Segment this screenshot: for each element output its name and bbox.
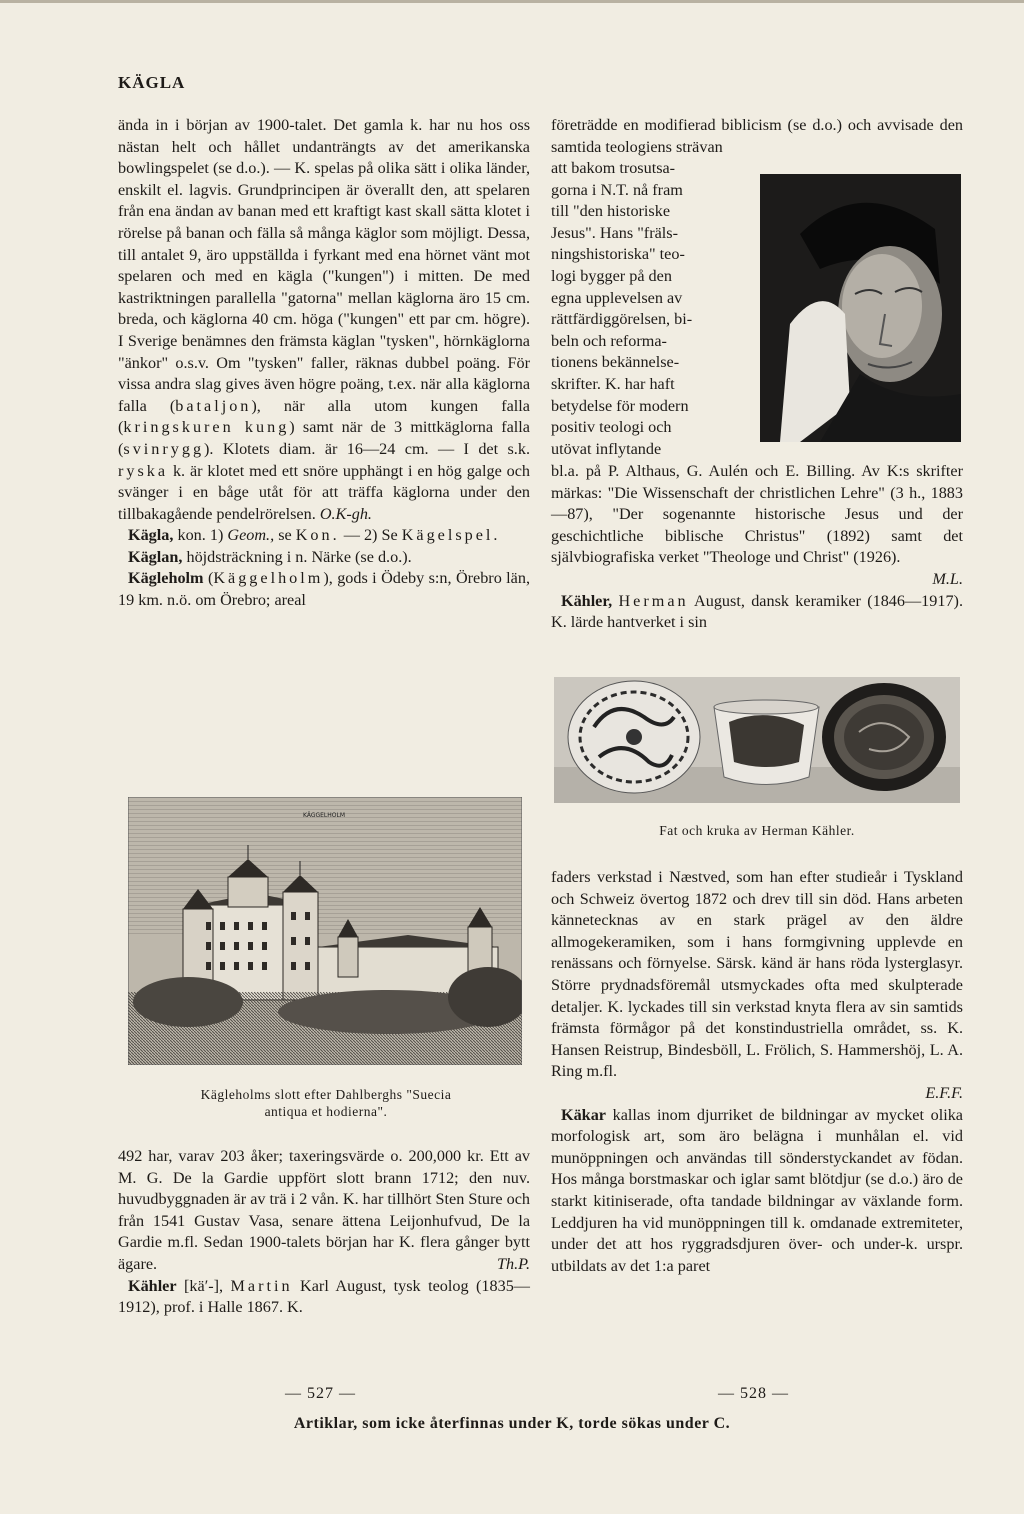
ceramics-photo — [554, 677, 960, 803]
entry-kagleholm: Kägleholm (Käggelholm), gods i Ödeby s:n, Örebro län, 19 km. n.ö. om Örebro; areal — [118, 569, 531, 610]
narrow-line: egna upplevelsen av — [551, 288, 683, 307]
narrow-line: betydelse för modern — [551, 396, 689, 415]
entry-kahler-martin: Kähler [kä′-], Martin Karl August, tysk teolog (1835—1912), prof. i Halle 1867. K. — [118, 1276, 530, 1317]
portrait-image — [760, 174, 961, 442]
narrow-line: att bakom trosutsa- — [551, 159, 676, 177]
left-column-lower — [118, 1146, 530, 1319]
signature-ml: M.L. — [932, 569, 963, 588]
narrow-line: logi bygger på den — [551, 266, 672, 285]
page-number-right: — 528 — — [718, 1385, 789, 1402]
narrow-line: beln och reforma- — [551, 331, 667, 350]
narrow-line: positiv teologi och — [551, 418, 672, 437]
narrow-line: tionens bekännelse- — [551, 353, 680, 372]
right-column-top — [551, 115, 963, 158]
article-kagleholm-continued: 492 har, varav 203 åker; taxeringsvärde o. 200,000 kr. Ett av M. G. De la Gardie uppfört slott brann 1712; den nuv. huvudbyggnaden är av trä i 2 vån. K. har tillhört Sten Sture och från 1541 Gustav Vasa, senare ättena Leijonhufvud, De la Gardie m.fl. Sedan 1900-talets början har K. flera gånger bytt ägare. — [118, 1147, 530, 1273]
ceramics-caption: Fat och kruka av Herman Kähler. — [659, 823, 855, 838]
narrow-line: ningshistoriska" teo- — [551, 245, 685, 264]
entry-kahler-herman: Kähler, Herman August, dansk keramiker (1846—1917). K. lärde hantverket i sin — [551, 591, 963, 632]
castle-engraving-image — [128, 797, 522, 1065]
article-kahler-martin-continued: företrädde en modifierad biblicism (se d.o.) och avvisade den samtida teologiens strävan — [551, 116, 963, 156]
ceramics-image — [554, 677, 960, 803]
castle-caption-line-1: Kägleholms slott efter Dahlberghs "Suecia — [200, 1087, 452, 1102]
running-head: KÄGLA — [118, 73, 186, 92]
entry-kakar: Käkar kallas inom djurriket de bildningar av mycket olika morfologisk art, som äro belägna i munhålan el. vid munöppningen och användas till sönderstyckandet av födan. Hos många borstmaskar och iglar samt blötdjur (se d.o.) äro de starkt kitiniserade, ofta tandade bildningar av växlande form. Leddjuren ha vid munöppningen till k. omdanade extremiteter, under det att hos ryggradsdjuren över- och under-k. urspr. utbildats av det 1:a paret — [551, 1105, 963, 1275]
narrow-line: gorna i N.T. nå fram — [551, 180, 683, 199]
signature-thp: Th.P. — [497, 1254, 530, 1273]
entry-kaglan: Käglan, höjdsträckning i n. Närke (se d.o.). — [128, 547, 412, 566]
right-column-narrow — [551, 158, 741, 460]
signature-eff: E.F.F. — [925, 1083, 963, 1102]
narrow-line: utövat inflytande — [551, 439, 662, 458]
right-column-lower — [551, 867, 963, 1277]
right-column-middle — [551, 461, 963, 634]
narrow-line: rättfärdiggörelsen, bi- — [551, 310, 693, 329]
entry-kagla: Kägla, kon. 1) Geom., se Kon. — 2) Se Kägelspel. — [128, 526, 501, 545]
page-number-left: — 527 — — [285, 1385, 356, 1402]
footer-note: Artiklar, som icke återfinnas under K, torde sökas under C. — [293, 1415, 731, 1432]
article-kahler-martin-works: bl.a. på P. Althaus, G. Aulén och E. Billing. Av K:s skrifter märkas: "Die Wissenschaft der christlichen Lehre" (3 h., 1883—87), "Der sogenannte historische Jesus und der geschichtliche biblische Christus" (1892) samt det självbiografiska verket "Theologe und Christ" (1926). — [551, 462, 963, 567]
svg-text:KÄGGELHOLM: KÄGGELHOLM — [303, 812, 346, 819]
narrow-line: till "den historiske — [551, 202, 671, 221]
page-top-rule — [0, 0, 1024, 3]
castle-caption-line-2: antiqua et hodierna". — [264, 1104, 388, 1119]
narrow-line: skrifter. K. har haft — [551, 374, 675, 393]
narrow-line: Jesus". Hans "fräls- — [551, 223, 678, 242]
castle-engraving — [128, 797, 522, 1065]
article-kagelspel-text: ända in i början av 1900-talet. Det gamla k. har nu hos oss nästan helt och hållet undanträngts av det amerikanska bowlingspelet (se d.o.). — K. spelas på olika sätt i olika länder, enskilt el. lagvis. Grundprincipen är överallt den, att spelaren från ena ändan av banan med ett kraftigt kast skall sätta klotet i rörelse på banan och fälla så många käglor som möjligt. Dessa, till antalet 9, äro uppställda i fyrkant med ena hörnet vänt mot spelaren och med en kägla ("kungen") i mitten. De med kastriktningen parallella "gatorna" mellan käglorna äro 15 cm. breda, och käglorna 40 cm. höga ("kungen" ett par cm. högre). I Sverige benämnes den främsta käglan "tysken", hörnkäglorna "änkor" o.s.v. Om "tysken" faller, räknas dubbel poäng. För vissa andra slag gives även högre poäng, t.ex. när alla käglorna falla (bataljon), när alla utom kungen falla (kringskuren kung) samt när de 3 mittkäglorna falla (svinrygg). Klotets diam. är 16—24 cm. — I det s.k. ryska k. är klotet med ett snöre upphängt i en hög galge och svänger i en båge utåt för att träffa käglorna under den tillbakagående pendelrörelsen. O.K-gh. — [118, 116, 530, 523]
castle-caption — [120, 1086, 532, 1120]
left-column-upper — [118, 115, 530, 612]
portrait-martin-kahler — [760, 174, 961, 442]
article-kahler-herman-continued: faders verkstad i Næstved, som han efter studieår i Tyskland och Schweiz övertog 1872 och drev till sin död. Hans arbeten kännetecknas av en stark prägel av den äldre allmogekeramiken, som i hans formgivning upplevde en renässans och förnyelse. Särsk. känd är hans röda lysterglasyr. Större prydnadsföremål utsmyckades ofta med skulpterade detaljer. K. lyckades till sin verkstad knyta flera av sin samtids främsta förmågor på det konstindustriella området, ss. K. Hansen Reistrup, Bindesböll, L. Frölich, S. Hammershöj, L. A. Ring m.fl. — [551, 868, 963, 1081]
